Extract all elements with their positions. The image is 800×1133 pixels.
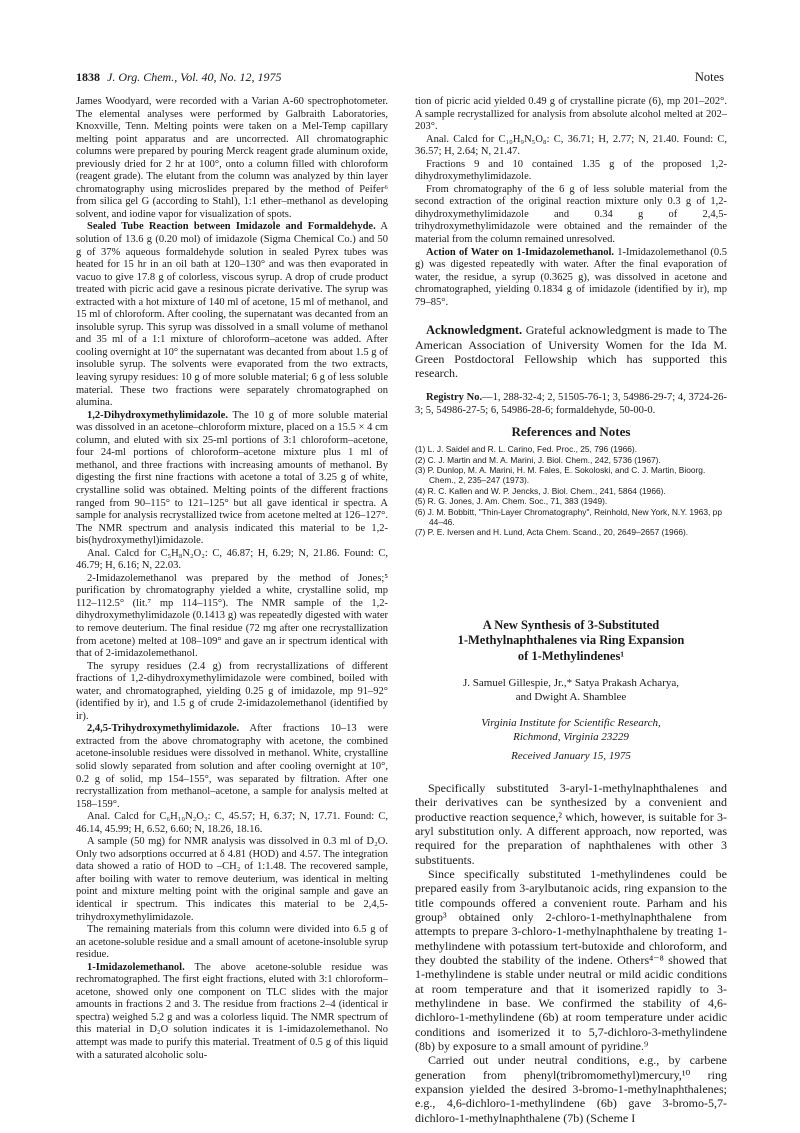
- registry-numbers: Registry No.—1, 288-32-4; 2, 51505-76-1; 3, 54986-29-7; 4, 3724-26-3; 5, 54986-27-5; 6, 54986-28-6; formaldehyde, 50-00-0.: [415, 392, 727, 417]
- paragraph: 2-Imidazolemethanol was prepared by the method of Jones;⁵ purification by chromatography yielded a white, crystalline solid, mp 112–112.5° (lit.⁷ mp 114–115°). The NMR sample of the 1,2-dihydroxymethylimidazole (0.1413 g) was repeatedly digested with water to remove deuterium. The final residue (72 mg after one recrystallization from acetone) melted at 108–109° and gave an ir spectrum identical with that of 2-imidazolemethanol.: [76, 572, 388, 660]
- reference-item: (2) C. J. Martin and M. A. Marini, J. Biol. Chem., 242, 5736 (1967).: [415, 454, 661, 465]
- reference-item: (7) P. E. Iversen and H. Lund, Acta Chem. Scand., 20, 2649–2657 (1966).: [415, 527, 689, 538]
- paragraph: 1,2-Dihydroxymethylimidazole. The 10 g of more soluble material was dissolved in an acetone–chloroform mixture, placed on a 15.5 × 4 cm column, and eluted with six 25-ml portions of 3:1 chloroform–acetone, four 24-ml portions of chloroform–acetone mixture plus 1 ml of methanol, and three fractions with increasing amounts of methanol. By digesting the first nine fractions with acetone a total of 3.25 g of white, crystalline solid was obtained. Melting points of the different fractions ranged from 90–115° to 121–125° but all gave identical ir spectra. A sample for analysis recrystallized twice from acetone melted at 126–127°. The NMR spectrum and analysis indicated this material to be 1,2-bis(hydroxymethyl)imidazole.: [76, 409, 389, 547]
- references-heading: References and Notes: [511, 423, 631, 439]
- reference-list: [415, 444, 727, 538]
- paragraph: Fractions 9 and 10 contained 1.35 g of the proposed 1,2-dihydroxymethylimidazole.: [415, 158, 727, 183]
- reference-item: (1) L. J. Saidel and R. L. Carino, Fed. Proc., 25, 796 (1966).: [415, 444, 638, 455]
- article-body: [415, 781, 727, 1125]
- paragraph: From chromatography of the 6 g of less soluble material from the second extraction of the original reaction mixture only 0.3 g of 1,2-dihydroxymethylimidazole and 0.34 g of 2,4,5-trihydroxymethylimidazole were obtained and the remainder of the material from the column remained unresolved.: [415, 183, 727, 246]
- new-article-header: [415, 618, 727, 763]
- run-in-heading: 1,2-Dihydroxymethylimidazole.: [87, 409, 228, 421]
- reference-item: (3) P. Dunlop, M. A. Marini, H. M. Fales, E. Sokoloski, and C. J. Martin, Bioorg. Chem., 2, 235–247 (1973).: [415, 464, 706, 486]
- paragraph: Anal. Calcd for C₆H₁₀N₂O₃: C, 45.57; H, 6.37; N, 17.71. Found: C, 46.14, 45.99; H, 6.52, 6.60; N, 18.26, 18.16.: [76, 811, 388, 835]
- paragraph: The remaining materials from this column were divided into 6.5 g of an acetone-soluble residue and a small amount of acetone-insoluble syrup residue.: [76, 924, 388, 961]
- paragraph: Since specifically substituted 1-methylindenes could be prepared easily from 3-arylbutanoic acids, ring expansion to the title compounds offered a convenient route. Parham and his group³ obtained only 2-chloro-1-methylnaphthalene from attempts to prepare 3-chloro-1-methylnaphthalene by treating 1-methylindene with potassium tert-butoxide and chloroform, and they doubted the stability of the indene. Others⁴⁻⁸ showed that 1-methylindene is stable under neutral or mild acidic conditions at room temperature and that it isomerized rapidly to 3-methylindene in base. We confirmed the stability of 4,6-dichloro-1-methylindene (6b) at room temperature under acidic conditions and isomerized it to 5,7-dichloro-3-methylindene (8b) by exposure to a small amount of pyridine.⁹: [415, 866, 727, 1054]
- paragraph: Action of Water on 1-Imidazolemethanol. 1-Imidazolemethanol (0.5 g) was digested repeatedly with water. After the final evaporation of water, the residue, a syrup (0.3625 g), was dissolved in acetone and chromatographed, yielding 0.1834 g of imidazole (identified by ir), mp 79–85°.: [415, 246, 727, 308]
- page-header: [76, 70, 724, 88]
- journal-citation: J. Org. Chem., Vol. 40, No. 12, 1975: [107, 70, 282, 84]
- paragraph: A sample (50 mg) for NMR analysis was dissolved in 0.3 ml of D₂O. Only two adsorptions occurred at δ 4.81 (HOD) and 4.57. The integration data showed a ratio of HOD to –CH₂ of 1:1.48. The recovered sample, after boiling with water to remove deuterium, was identical in melting point and mixture melting point with the original sample and gave an identical ir spectrum. This indicates this material to be 2,4,5-trihydroxymethylimidazole.: [76, 836, 388, 923]
- reference-item: (6) J. M. Bobbitt, "Thin-Layer Chromatography", Reinhold, New York, N.Y. 1963, pp 44–46.: [415, 506, 722, 527]
- article-authors: J. Samuel Gillespie, Jr.,* Satya Prakash Acharya, and Dwight A. Shamblee: [463, 677, 679, 704]
- left-column: [76, 96, 388, 1062]
- article-affiliation: Virginia Institute for Scientific Research, Richmond, Virginia 23229: [481, 717, 661, 744]
- run-in-heading: Action of Water on 1-Imidazolemethanol.: [426, 246, 615, 258]
- acknowledgment: Acknowledgment. Grateful acknowledgment is made to The American Association of University Women for the Ida M. Green Postdoctoral Fellowship which has supported this research.: [415, 323, 727, 381]
- paragraph: The syrupy residues (2.4 g) from recrystallizations of different fractions of 1,2-dihydroxymethylimidazole were combined, boiled with water, and chromatographed, yielding 0.25 g of imidazole, mp 91–92° (identified by ir), and 1.5 g of crude 2-imidazolemethanol (identified by ir).: [76, 660, 388, 722]
- paragraph: Sealed Tube Reaction between Imidazole and Formaldehyde. A solution of 13.6 g (0.20 mol) of imidazole (Sigma Chemical Co.) and 50 g of 37% aqueous formaldehyde solution in sealed Pyrex tubes was heated for 15 hr in an oil bath at 120–130° and was then evaporated in vacuo to give 17.8 g of colorless, viscous syrup. A drop of crude product treated with picric acid gave a resinous picrate derivative. The syrup was extracted with a hot mixture of 140 ml of acetone, 15 ml of methanol, and 15 ml of chloroform. After cooling, the supernatant was decanted from an insoluble syrup. This syrup was dissolved in a small volume of methanol and 35 ml of a 1:1 mixture of chloroform–acetone was added. After cooling overnight at 10° the supernatant was decanted from about 1.5 g of insoluble syrup. The solvents were evaporated from the two extracts, leaving syrupy residues: 10 g of more soluble material; 6 g of less soluble material. These two fractions were separately chromatographed on alumina.: [76, 221, 389, 409]
- page-number: 1838: [76, 70, 100, 84]
- received-date: Received January 15, 1975: [511, 750, 631, 763]
- paragraph: 2,4,5-Trihydroxymethylimidazole. After fractions 10–13 were extracted from the above chromatography with acetone, the combined acetone-insoluble residues were dissolved in methanol. White, crystalline solid slowly separated from solution and after cooling overnight at 10°, 0.2 g of solid, mp 154–155°, was separated by filtration. After one recrystallization from methanol–acetone, a sample for analysis melted at 158–159°.: [76, 723, 388, 810]
- right-column: [415, 96, 727, 1125]
- reference-item: (4) R. C. Kallen and W. P. Jencks, J. Biol. Chem., 241, 5864 (1966).: [415, 485, 666, 496]
- article-title: A New Synthesis of 3-Substituted 1-Methylnaphthalenes via Ring Expansion of 1-Methylindenes¹: [457, 617, 685, 663]
- paragraph: tion of picric acid yielded 0.49 g of crystalline picrate (6), mp 201–202°. A sample recrystallized for analysis from absolute alcohol melted at 202–203°.: [415, 96, 727, 133]
- section-label: Notes: [694, 70, 724, 84]
- paragraph: Anal. Calcd for C₅H₈N₂O₂: C, 46.87; H, 6.29; N, 21.86. Found: C, 46.79; H, 6.16; N, 22.03.: [76, 547, 388, 572]
- reference-item: (5) R. G. Jones, J. Am. Chem. Soc., 71, 383 (1949).: [415, 496, 608, 507]
- run-in-heading: 2,4,5-Trihydroxymethylimidazole.: [87, 723, 240, 735]
- run-in-heading: Sealed Tube Reaction between Imidazole and Formaldehyde.: [87, 221, 376, 233]
- paragraph: Carried out under neutral conditions, e.g., by carbene generation from phenyl(tribromomethyl)mercury,¹⁰ ring expansion yielded the desired 3-bromo-1-methylnaphthalenes; e.g., 4,6-dichloro-1-methylindene (6b) gave 3-bromo-5,7-dichloro-1-methylnaphthalene (7b) (Scheme I: [415, 1053, 727, 1125]
- paragraph: James Woodyard, were recorded with a Varian A-60 spectrophotometer. The elemental analyses were performed by Galbraith Laboratories, Knoxville, Tenn. Melting points were taken on a Mel-Temp capillary melting point apparatus and are uncorrected. All chromatographic columns were prepared by pouring Merck reagent grade aluminum oxide, previously dried for 2 hr at 100°, onto a column filled with chloroform (reagent grade). The elutant from the column was analyzed by thin layer chromatography using microslides prepared by the method of Peifer⁶ from silica gel G (according to Stahl), 1:1 ether–methanol as developing solvent, and iodine vapor for visualization of spots.: [76, 96, 388, 220]
- paragraph: 1-Imidazolemethanol. The above acetone-soluble residue was rechromatographed. The first eight fractions, eluted with 3:1 chloroform–acetone, showed only one component on TLC slides with the major amounts in fractions 2 and 3. The residue from fractions 2–4 (identical ir spectra) weighed 5.2 g and was a colorless liquid. The NMR spectrum of this material in D₂O solution indicates it is 1-imidazolemethanol. No attempt was made to purify this material. Treatment of 0.5 g of this liquid with a saturated alcoholic solu-: [76, 961, 389, 1061]
- run-in-heading: 1-Imidazolemethanol.: [87, 961, 185, 973]
- paragraph: Anal. Calcd for C₁₀H₉N₅O₈: C, 36.71; H, 2.77; N, 21.40. Found: C, 36.57; H, 2.64; N, 21.47.: [415, 133, 727, 158]
- paragraph: Specifically substituted 3-aryl-1-methylnaphthalenes and their derivatives can be synthesized by a convenient and productive reaction sequence,² which, however, is suitable for 3-aryl substitution only. A different approach, now reported, was required for the preparation of naphthalenes with other 3 substituents.: [415, 780, 727, 867]
